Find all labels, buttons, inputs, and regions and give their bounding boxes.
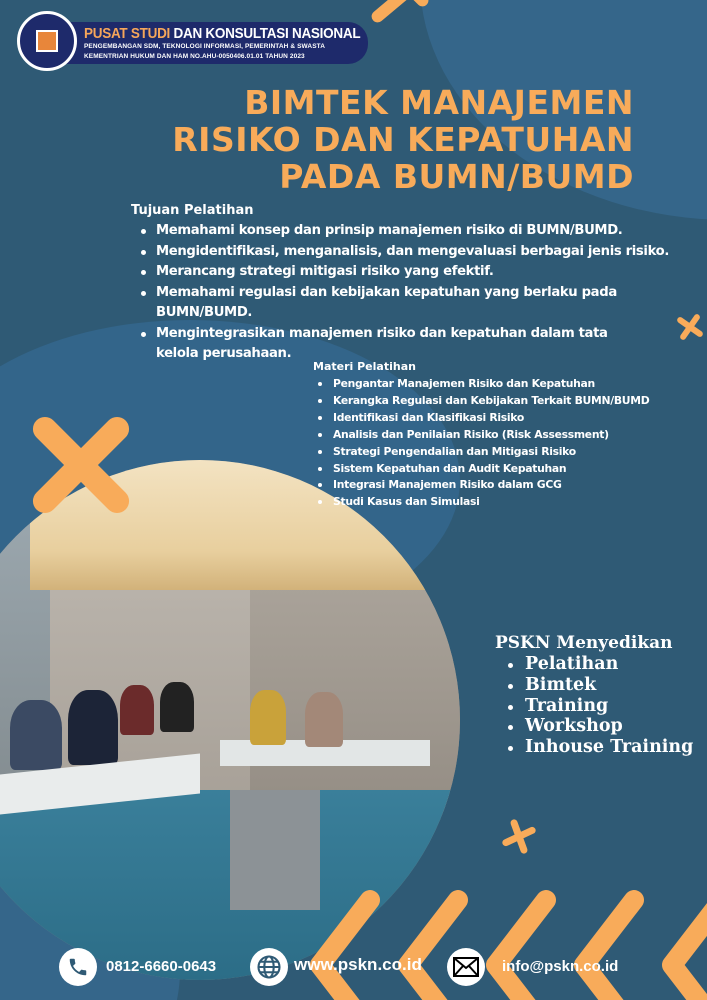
- list-item: Inhouse Training: [505, 737, 693, 758]
- list-item: Bimtek: [505, 675, 693, 696]
- website-link[interactable]: www.pskn.co.id: [294, 955, 422, 974]
- list-item: Mengidentifikasi, menganalisis, dan mengevaluasi berbagai jenis risiko.: [138, 242, 703, 263]
- page-title: BIMTEK MANAJEMEN RISIKO DAN KEPATUHAN PADA BUMN/BUMD: [172, 83, 634, 196]
- phone-icon: [59, 948, 97, 986]
- list-item: Pelatihan: [505, 654, 693, 675]
- globe-icon: [250, 948, 288, 986]
- decorative-cross-icon: [26, 410, 136, 520]
- decorative-cross-icon: [503, 820, 535, 852]
- materi-list: [317, 376, 697, 511]
- phone-number[interactable]: 0812-6660-0643: [106, 958, 217, 975]
- services-heading: PSKN Menyedikan: [495, 633, 673, 653]
- list-item: Merancang strategi mitigasi risiko yang efektif.: [138, 262, 703, 283]
- list-item: Workshop: [505, 716, 693, 737]
- tujuan-list: [138, 221, 703, 365]
- list-item: Mengintegrasikan manajemen risiko dan kepatuhan dalam tata kelola perusahaan.: [138, 324, 648, 365]
- list-item: Analisis dan Penilaian Risiko (Risk Assessment): [317, 427, 697, 444]
- list-item: Identifikasi dan Klasifikasi Risiko: [317, 410, 697, 427]
- tujuan-heading: Tujuan Pelatihan: [131, 203, 254, 218]
- list-item: Training: [505, 696, 693, 717]
- list-item: Pengantar Manajemen Risiko dan Kepatuhan: [317, 376, 697, 393]
- logo-emblem-icon: [17, 11, 77, 71]
- list-item: Strategi Pengendalian dan Mitigasi Risiko: [317, 444, 697, 461]
- list-item: Memahami regulasi dan kebijakan kepatuhan yang berlaku pada BUMN/BUMD.: [138, 283, 703, 324]
- decorative-chevrons: [300, 890, 707, 1000]
- services-list: [505, 654, 693, 758]
- decorative-cross-icon: [370, 0, 430, 25]
- logo-title: PUSAT STUDI DAN KONSULTASI NASIONAL: [84, 25, 361, 42]
- list-item: Kerangka Regulasi dan Kebijakan Terkait BUMN/BUMD: [317, 393, 697, 410]
- list-item: Memahami konsep dan prinsip manajemen risiko di BUMN/BUMD.: [138, 221, 703, 242]
- logo-registration: KEMENTRIAN HUKUM DAN HAM NO.AHU-0050406.01.01 TAHUN 2023: [84, 53, 305, 60]
- list-item: Studi Kasus dan Simulasi: [317, 494, 697, 511]
- materi-heading: Materi Pelatihan: [313, 360, 416, 373]
- list-item: Sistem Kepatuhan dan Audit Kepatuhan: [317, 461, 697, 478]
- email-link[interactable]: info@pskn.co.id: [502, 958, 619, 975]
- list-item: Integrasi Manajemen Risiko dalam GCG: [317, 477, 697, 494]
- logo-subtitle: PENGEMBANGAN SDM, TEKNOLOGI INFORMASI, PEMERINTAH & SWASTA: [84, 43, 326, 50]
- mail-icon: [447, 948, 485, 986]
